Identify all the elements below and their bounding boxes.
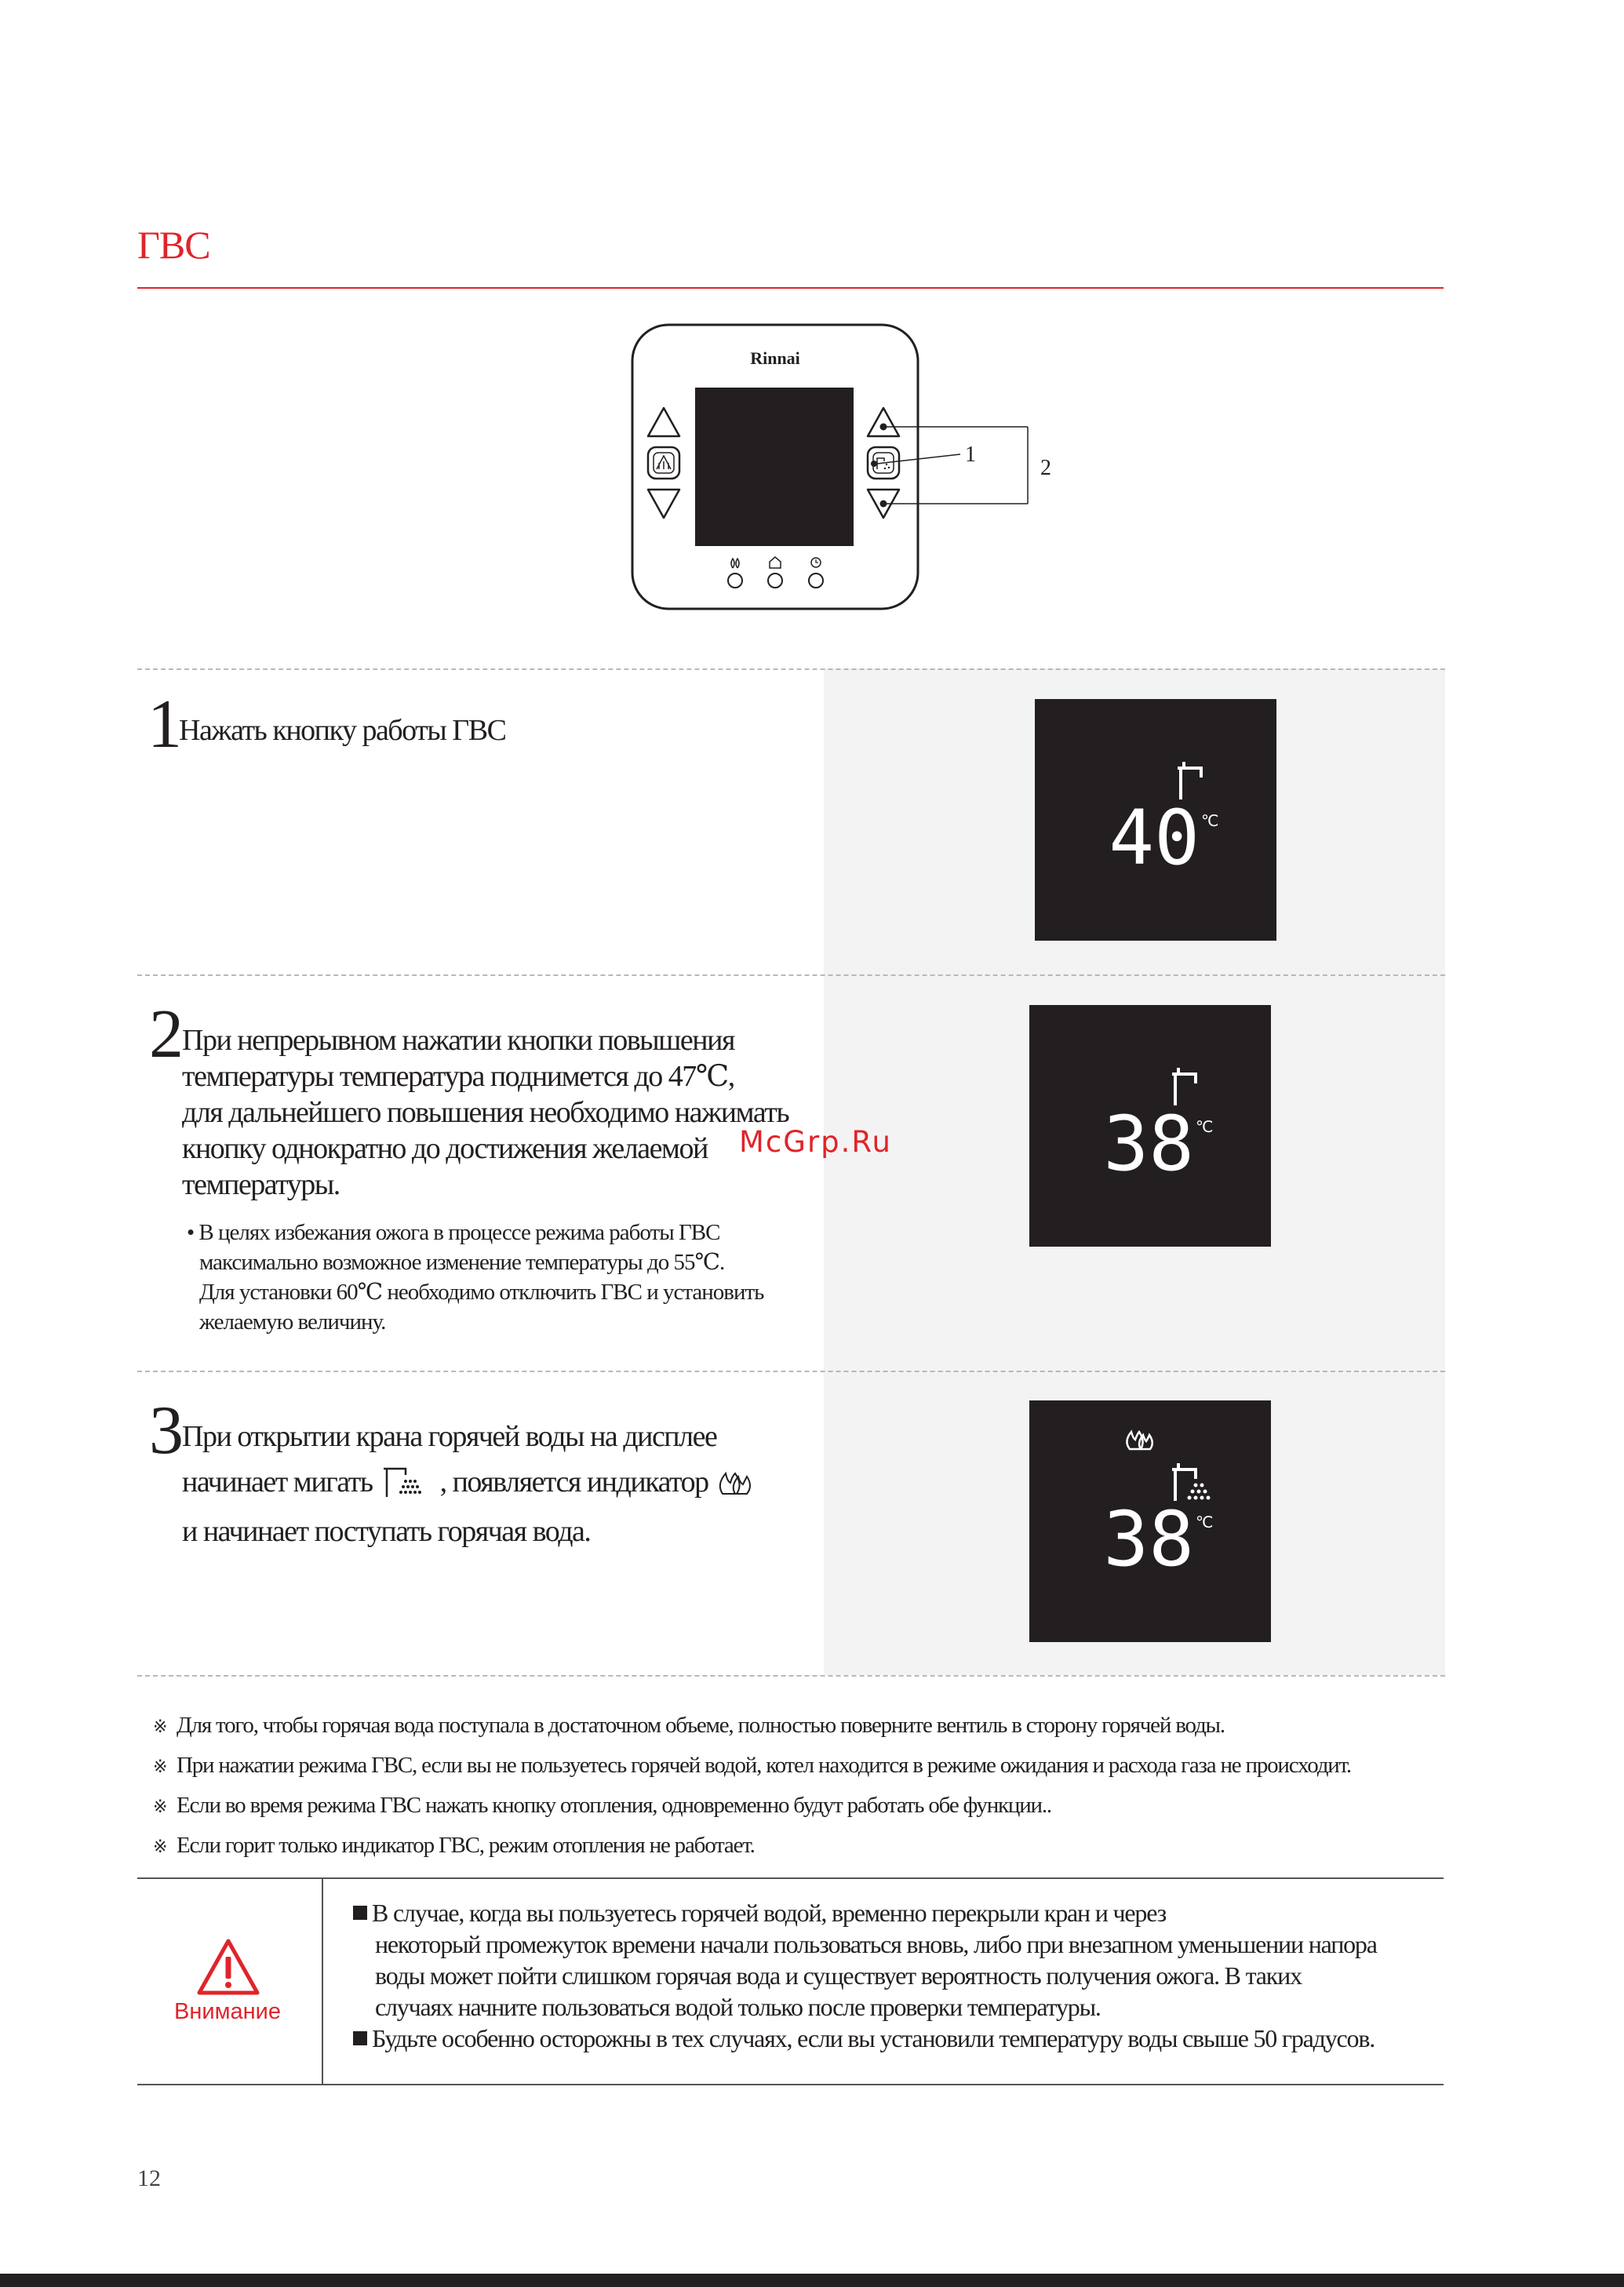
warning-divider — [322, 1877, 323, 2085]
warning-label: Внимание — [174, 1999, 281, 2024]
step-2-note: • В целях избежания ожога в процессе режима работы ГВС максимально возможное изменение температуры до 55℃. Для установки 60℃ необходимо отключить ГВС и установить желаемую величину. — [187, 1220, 764, 1335]
divider — [137, 1371, 1445, 1372]
display-unit: ℃ — [1196, 1117, 1214, 1136]
warning-bottom-rule — [137, 2084, 1444, 2085]
flame-indicator-icon — [715, 1464, 757, 1506]
flame-indicator-icon — [1127, 1432, 1152, 1449]
divider — [137, 974, 1445, 976]
shower-tap-icon — [379, 1462, 434, 1507]
controller-svg — [628, 320, 1067, 618]
divider — [137, 668, 1445, 670]
step-2-text: При непрерывном нажатии кнопки повышения температуры температура поднимется до 47℃, для дальнейшего повышения необходимо нажимать кнопку однократно до достижения желаемой температуры. — [182, 1024, 789, 1201]
heating-button[interactable] — [648, 447, 679, 479]
page-number: 12 — [137, 2165, 161, 2191]
bottom-bar — [0, 2274, 1624, 2287]
controller-illustration — [628, 320, 1067, 622]
title-rule — [137, 287, 1444, 289]
display-temp: 38 — [1103, 1100, 1194, 1188]
warning-text: В случае, когда вы пользуетесь горячей водой, временно перекрыли кран и через некоторый промежуток времени начали пользоваться вновь, либо при внезапном уменьшении напора воды может пойти слишком горячая вода и существует вероятность получения ожога. В таких случаях начните пользоваться водой только после проверки температуры. Будьте особенно осторожны в тех случаях, если вы установили температуру воды свыше 50 градусов. — [353, 1897, 1451, 2054]
display-unit: ℃ — [1196, 1513, 1214, 1531]
display-unit: ℃ — [1201, 811, 1219, 830]
step-1-number: 1 — [147, 686, 179, 763]
note-item: ※ При нажатии режима ГВС, если вы не пользуетесь горячей водой, котел находится в режиме ожидания и расхода газа не происходит. — [153, 1753, 1351, 1778]
lcd-display-step-1 — [1035, 699, 1276, 941]
step-3-text: При открытии крана горячей воды на дисплее начинает мигать , появляется индикатор и начинает поступать горячая вода. — [182, 1418, 757, 1550]
note-item: ※ Для того, чтобы горячая вода поступала в достаточном объеме, полностью поверните вентиль в сторону горячей воды. — [153, 1713, 1225, 1738]
display-temp: 40 — [1109, 794, 1200, 882]
warning-icon — [196, 1938, 260, 2000]
bullet-square — [353, 2031, 367, 2045]
bullet-square — [353, 1906, 367, 1920]
notes-list — [153, 1706, 1471, 1866]
callout-1: 1 — [965, 442, 976, 467]
step-1-text: Нажать кнопку работы ГВС — [179, 714, 506, 747]
page-title: ГВС — [137, 223, 210, 267]
display-temp: 38 — [1103, 1495, 1194, 1583]
step-3-number: 3 — [149, 1393, 180, 1469]
note-item: ※ Если во время режима ГВС нажать кнопку отопления, одновременно будут работать обе функции.. — [153, 1793, 1051, 1818]
lcd-display-step-2 — [1029, 1005, 1271, 1247]
brand-logo: Rinnai — [750, 348, 800, 368]
controller-screen — [695, 388, 854, 546]
step-2-number: 2 — [149, 996, 180, 1072]
watermark: McGrp.Ru — [739, 1125, 892, 1159]
divider — [137, 1675, 1445, 1677]
note-item: ※ Если горит только индикатор ГВС, режим отопления не работает. — [153, 1833, 755, 1858]
lcd-display-step-3 — [1029, 1400, 1271, 1642]
warning-top-rule — [137, 1877, 1444, 1879]
callout-2: 2 — [1040, 456, 1051, 480]
